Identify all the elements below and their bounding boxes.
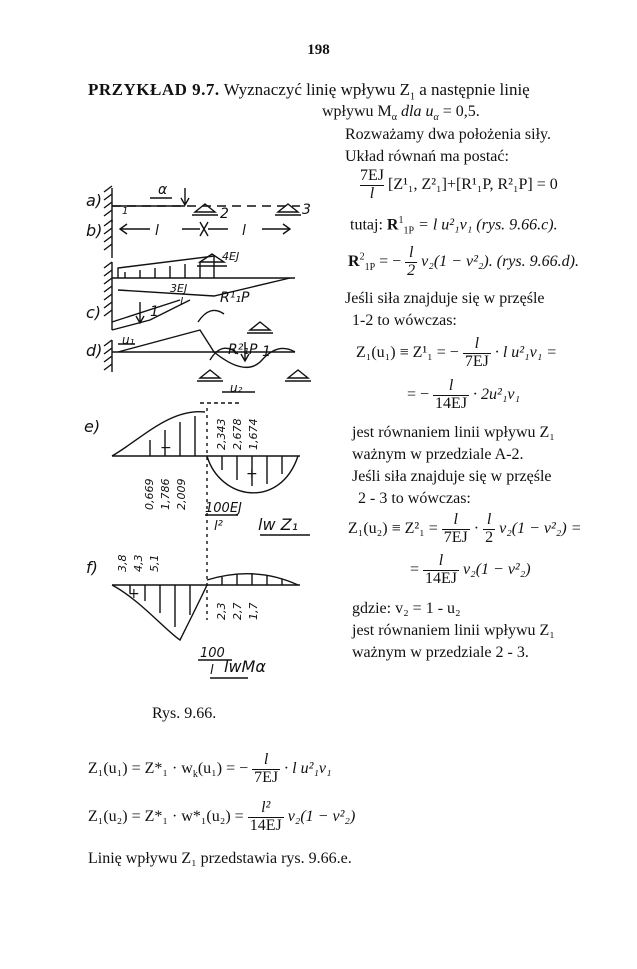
e-val-right-1: 2,343: [215, 418, 228, 450]
heading-val: = 0,5.: [438, 103, 480, 120]
f-val-right-1: 2,3: [215, 602, 228, 620]
label-c: c): [86, 303, 102, 322]
label-l-right: l: [242, 223, 246, 239]
heading-text-2-end: dla u: [397, 103, 434, 120]
r1-eq: = l u²₁v₁ (rys. 9.66.c).: [418, 216, 558, 234]
z1b-tail: · 2u²₁v₁: [473, 385, 521, 403]
heading-sub: 1: [410, 91, 415, 103]
eq1-num: 7EJ: [360, 167, 384, 184]
z2-equation: Z₁(u₂) ≡ Z²₁ = $\frac{l}{7EJ}$ · $\frac{l}{2}$ v₂(1 − v²₂) =: [348, 511, 582, 546]
e-formula-tail: lw Z₁: [258, 515, 298, 534]
e-val-left-2: 1,786: [159, 478, 172, 510]
z1-frac-num: l: [474, 335, 480, 352]
label-u1: u₁: [122, 333, 135, 347]
f-val-top-2: 4,3: [132, 554, 145, 572]
tutaj-label: tutaj:: [350, 216, 383, 234]
z1-frac-den: 7EJ: [464, 352, 489, 370]
f-formula-tail: lwMα: [224, 657, 266, 676]
hatch-c-fill: [125, 262, 200, 278]
label-r2p: R²₁P: [228, 342, 258, 358]
rotation-c: [198, 310, 224, 322]
para-8: 2 - 3 to wówczas:: [358, 490, 471, 507]
para-2: Układ równań ma postać:: [345, 148, 509, 165]
r2-eq: = −: [379, 252, 402, 270]
label-1-4: 1: [122, 206, 129, 217]
e-formula-num: 100EJ: [205, 501, 242, 516]
z2b-lhs: =: [410, 560, 420, 578]
z2-frac1-den: 7EJ: [443, 528, 468, 546]
sign-plus-e: +: [246, 466, 258, 482]
e-val-right-2: 2,678: [231, 418, 244, 450]
f-formula-num: 100: [200, 646, 225, 661]
f-val-top-3: 5,1: [148, 554, 161, 572]
sign-minus-e: −: [160, 440, 172, 456]
para-6: ważnym w przedziale A-2.: [352, 446, 524, 463]
label-l-small: l: [180, 295, 184, 308]
z2-tail: v₂(1 − v²₂) =: [499, 519, 582, 537]
z2-lhs: Z₁(u₂) ≡ Z²₁ =: [348, 519, 438, 537]
bottom-eq2-num: l²: [261, 799, 271, 816]
support-c3: [250, 322, 270, 330]
figure-caption: Rys. 9.66.: [152, 705, 217, 722]
f-val-right-2: 2,7: [231, 602, 244, 620]
label-e: e): [84, 417, 101, 436]
label-b: b): [86, 221, 103, 240]
heading-text-2: wpływu M: [322, 103, 392, 120]
bottom-eq2-lhs: Z₁(u₂) = Z*₁ · w*₁(u₂) =: [88, 807, 244, 825]
z1-tail: · l u²₁v₁ =: [494, 343, 558, 361]
bottom-eq-2: [88, 800, 355, 835]
heading-text-1-end: a następnie linię: [415, 80, 530, 99]
para-3: Jeśli siła znajduje się w przęśle: [345, 290, 545, 307]
label-u2: u₂: [230, 381, 243, 395]
hatch-b: [104, 220, 112, 250]
label-f: f): [86, 558, 98, 577]
label-alpha: α: [158, 182, 168, 198]
support-3: [278, 204, 298, 212]
z1b-frac-den: 14EJ: [435, 394, 468, 412]
e-formula-den: l²: [214, 519, 223, 534]
para-7: Jeśli siła znajduje się w przęśle: [352, 468, 552, 485]
hatch-e-left: [150, 416, 195, 456]
sign-plus-f: +: [128, 586, 140, 602]
bottom-eq-1: $Z_1(u_1) = Z*_1 \cdot w_k(u_1)$ = − $\frac{l}{7EJ}$ · l u²₁v₁: [88, 751, 332, 786]
bottom-eq2-den: 14EJ: [249, 816, 282, 834]
label-r1p: R¹₁P: [220, 290, 250, 306]
r2-frac-num: l: [408, 244, 414, 261]
f-formula-den: l: [210, 663, 214, 678]
para-9: gdzie: v₂ = 1 - u₂: [352, 600, 461, 617]
para-1: Rozważamy dwa położenia siły.: [345, 126, 552, 143]
support-2: [195, 204, 215, 212]
label-3: 3: [302, 202, 311, 218]
hatch-d: [104, 340, 112, 370]
iline-e-left: [112, 412, 205, 456]
z1b-frac-num: l: [448, 377, 454, 394]
bottom-eq1-lhs: Z₁(u₁) = Z*₁ · w: [88, 759, 193, 777]
r1-equation: tutaj: $R^1_{1P} = l$ u²₁v₁ (rys. 9.66.c).: [350, 215, 558, 237]
support-d: [200, 370, 220, 378]
e-val-right-3: 1,674: [247, 418, 260, 450]
z2b-frac-den: 14EJ: [425, 569, 458, 587]
r2-equation: $R^2_{1P}$ = − $\frac{l}{2}$ v₂(1 − v²₂). (rys. 9.66.d).: [348, 244, 579, 279]
heading-text-1: Wyznaczyć linię wpływu Z: [223, 80, 410, 99]
para-10: jest równaniem linii wpływu Z₁: [352, 622, 555, 639]
bottom-eq1-num: l: [263, 751, 269, 768]
heading-line-2: wpływu $M_\alpha$ dla $u_\alpha = 0,5$.: [322, 103, 480, 124]
z2-frac1-num: l: [453, 511, 458, 528]
r2-frac-den: 2: [407, 261, 416, 279]
label-1-d: 1: [262, 344, 271, 360]
label-d: d): [86, 341, 103, 360]
label-4ej: 4EJ: [222, 250, 240, 263]
z2-frac2-num: l: [486, 511, 492, 528]
diag-c-2: [112, 300, 180, 322]
diagram-c-lower: [118, 278, 290, 296]
f-val-right-3: 1,7: [247, 602, 260, 620]
example-label: PRZYKŁAD 9.7.: [88, 80, 220, 99]
label-l-left: l: [155, 223, 159, 239]
z2b-tail: v₂(1 − v²₂): [463, 560, 531, 578]
eq1-rest: [Z¹₁, Z²₁]+[R¹₁P, R²₁P] = 0: [388, 175, 558, 193]
label-1-c: 1: [150, 304, 159, 320]
heading-sub-2: α: [391, 112, 398, 124]
z1-lhs: Z₁(u₁) ≡ Z¹₁ = −: [356, 343, 459, 361]
para-5: jest równaniem linii wpływu Z₁: [352, 424, 555, 441]
para-11: ważnym w przedziale 2 - 3.: [352, 644, 529, 661]
page-number: 198: [307, 42, 330, 58]
label-2: 2: [220, 206, 229, 222]
z2-frac2-den: 2: [485, 528, 494, 546]
r2-tail: v₂(1 − v²₂). (rys. 9.66.d).: [421, 252, 579, 270]
eq1-den: l: [360, 185, 384, 203]
hinge-mark: [200, 222, 208, 236]
label-a: a): [86, 191, 103, 210]
support-d3: [288, 370, 308, 378]
hatch-c: [104, 262, 112, 316]
bottom-eq1-mid: (u₁) = −: [197, 759, 249, 777]
e-val-left-1: 0,669: [143, 478, 156, 510]
e-val-left-3: 2,009: [175, 478, 188, 510]
closing-sentence: Linię wpływu Z₁ przedstawia rys. 9.66.e.: [88, 850, 352, 867]
label-3ej: 3EJ: [170, 282, 188, 295]
z1b-lhs: = −: [407, 385, 430, 403]
para-4: 1-2 to wówczas:: [352, 312, 457, 329]
bottom-eq1-den: 7EJ: [254, 768, 279, 786]
z2b-frac-num: l: [438, 552, 444, 569]
bottom-eq1-tail: · l u²₁v₁: [284, 759, 332, 777]
f-val-top-1: 3,8: [116, 554, 129, 572]
bottom-eq2-tail: v₂(1 − v²₂): [287, 807, 356, 825]
hatch-a: [104, 186, 112, 216]
